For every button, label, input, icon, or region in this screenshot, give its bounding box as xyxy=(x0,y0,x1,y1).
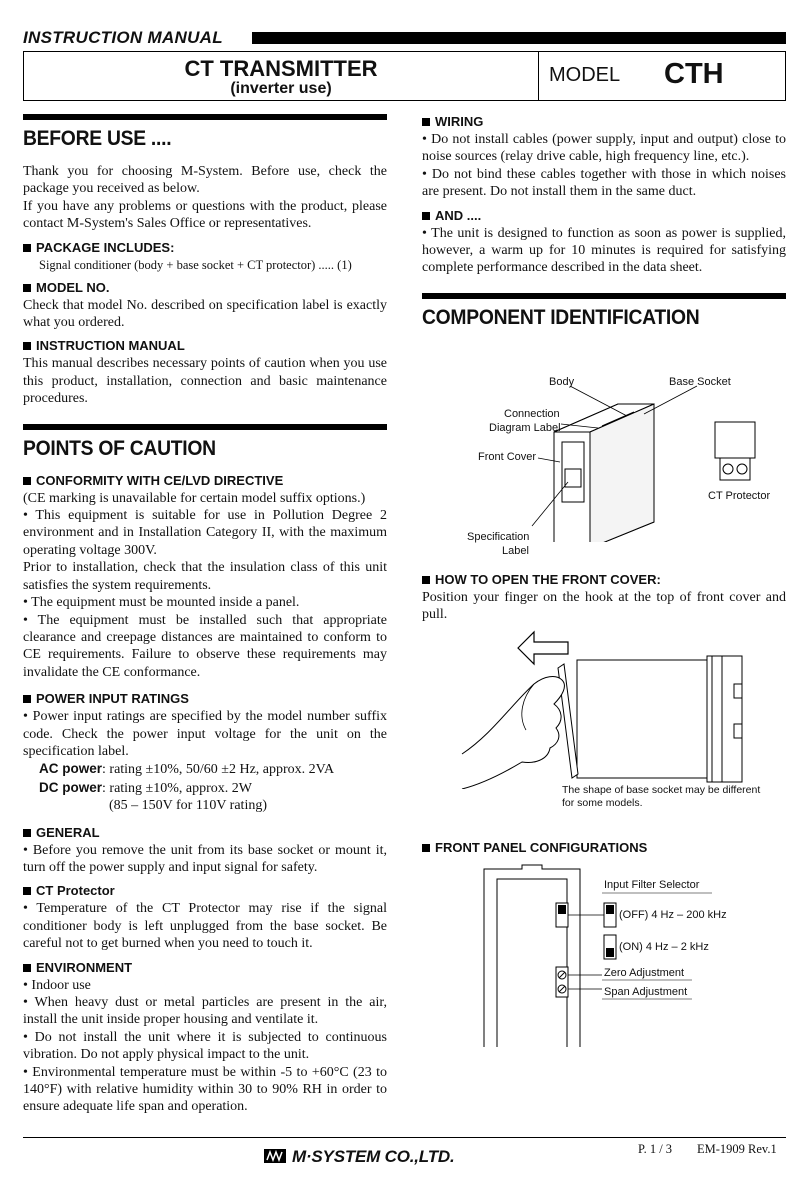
title-divider xyxy=(538,52,539,100)
model-code: CTH xyxy=(664,58,724,90)
label-filter-off: (OFF) 4 Hz – 200 kHz xyxy=(619,908,727,921)
label-zero: Zero Adjustment xyxy=(604,966,685,979)
document-number: EM-1909 Rev.1 xyxy=(697,1142,777,1156)
label-ct-protector: CT Protector xyxy=(708,489,771,502)
env-temperature: • Environmental temperature must be within -5 to +60°C (23 to 140°F) with relative humidity within 30 to 90% RH in order to ensure adequate life span and operation. xyxy=(23,1064,387,1115)
footer-rule xyxy=(23,1137,786,1138)
right-column xyxy=(422,114,786,1047)
label-spec-2: Label xyxy=(502,544,529,557)
company-name: M·SYSTEM CO.,LTD. xyxy=(292,1147,455,1166)
before-use-contact: If you have any problems or questions with the product, please contact M-System's Sales Office or representatives. xyxy=(23,198,387,232)
ce-panel: • The equipment must be mounted inside a panel. xyxy=(23,595,300,611)
ct-protector-text: • Temperature of the CT Protector may rise if the signal conditioner body is left unplugged from the base socket. Be careful not to get burned when you need to touch it. xyxy=(23,901,387,952)
company-logo-icon xyxy=(264,1148,288,1164)
product-subtitle: (inverter use) xyxy=(230,80,332,97)
label-connection-2: Diagram Label xyxy=(489,421,561,434)
open-cover-figure xyxy=(422,624,786,814)
label-span: Span Adjustment xyxy=(604,985,688,998)
caution-heading: POINTS OF CAUTION xyxy=(23,436,216,460)
label-body: Body xyxy=(549,375,575,388)
open-note-2: for some models. xyxy=(562,796,643,809)
wiring-heading: WIRING xyxy=(422,114,786,129)
env-indoor: • Indoor use xyxy=(23,977,91,993)
document-type: INSTRUCTION MANUAL xyxy=(23,28,223,47)
package-heading: PACKAGE INCLUDES: xyxy=(23,240,387,255)
wiring-noise: • Do not install cables (power supply, input and output) close to noise sources (relay drive cable, high frequency line, etc.). xyxy=(422,132,786,165)
open-cover-text: Position your finger on the hook at the top of front cover and pull. xyxy=(422,589,786,623)
model-label: MODEL xyxy=(549,64,621,86)
model-no-heading: MODEL NO. xyxy=(23,280,387,295)
product-title: CT TRANSMITTER xyxy=(184,56,378,81)
open-cover-heading: HOW TO OPEN THE FRONT COVER: xyxy=(422,572,786,587)
general-heading: GENERAL xyxy=(23,825,387,840)
open-cover-drawing xyxy=(422,624,786,789)
power-heading: POWER INPUT RATINGS xyxy=(23,691,387,706)
front-panel-figure xyxy=(422,857,786,1047)
label-filter-on: (ON) 4 Hz – 2 kHz xyxy=(619,940,709,953)
model-no-text: Check that model No. described on specification label is exactly what you ordered. xyxy=(23,297,387,331)
component-heading: COMPONENT IDENTIFICATION xyxy=(422,305,700,329)
before-use-intro: Thank you for choosing M-System. Before use, check the package you received as below. xyxy=(23,164,387,197)
before-use-heading: BEFORE USE .... xyxy=(23,127,172,150)
label-base-socket: Base Socket xyxy=(669,375,731,388)
ce-heading: CONFORMITY WITH CE/LVD DIRECTIVE xyxy=(23,473,387,488)
dc-power-row: DC power: rating ±10%, approx. 2W xyxy=(39,779,252,796)
section-bar xyxy=(23,424,387,430)
component-figure xyxy=(422,342,786,557)
manual-heading: INSTRUCTION MANUAL xyxy=(23,338,387,353)
manual-text: This manual describes necessary points of caution when you use this product, installation, connection and basic maintenance procedures. xyxy=(23,356,387,407)
env-dust: • When heavy dust or metal particles are present in the air, install the unit inside proper housing and ventilate it. xyxy=(23,995,387,1028)
package-text: Signal conditioner (body + base socket + CT protector) ..... (1) xyxy=(39,257,352,272)
left-column xyxy=(23,114,387,1116)
env-vibration: • Do not install the unit where it is subjected to continuous vibration. Do not apply physical impact to the unit. xyxy=(23,1029,387,1063)
wiring-bind: • Do not bind these cables together with those in which noises are present. Do not install them in the same duct. xyxy=(422,166,786,200)
ac-power-row: AC power: rating ±10%, 50/60 ±2 Hz, approx. 2VA xyxy=(39,761,335,778)
power-text: • Power input ratings are specified by the model number suffix code. Check the power input voltage for the unit on the specification label. xyxy=(23,709,387,759)
front-panel-heading: FRONT PANEL CONFIGURATIONS xyxy=(422,840,786,855)
page-number: P. 1 / 3 xyxy=(638,1142,673,1156)
section-bar xyxy=(23,114,387,120)
ce-pollution: • This equipment is suitable for use in Pollution Degree 2 environment and in Installation Category II, with the maximum operating voltage 300V. xyxy=(23,508,387,558)
title-box xyxy=(23,51,786,101)
label-input-filter: Input Filter Selector xyxy=(604,878,700,891)
header-bar xyxy=(252,32,786,44)
label-spec-1: Specification xyxy=(467,530,530,543)
dc-power-note: (85 – 150V for 110V rating) xyxy=(109,798,267,814)
ce-note: (CE marking is unavailable for certain model suffix options.) xyxy=(23,490,366,506)
ce-clearance: • The equipment must be installed such that appropriate clearance and creepage distances are maintained to conform to CE requirements. Failure to observe these requirements may invalidate the CE conformance. xyxy=(23,612,387,680)
component-drawing xyxy=(422,342,786,542)
section-bar xyxy=(422,293,786,299)
environment-heading: ENVIRONMENT xyxy=(23,960,387,975)
general-text: • Before you remove the unit from its base socket or mount it, turn off the power supply and input signal for safety. xyxy=(23,842,387,875)
label-connection-1: Connection xyxy=(504,407,560,420)
ct-protector-heading: CT Protector xyxy=(23,883,387,898)
and-text: • The unit is designed to function as soon as power is supplied, however, a warm up for 10 minutes is required for satisfying complete performance described in the data sheet. xyxy=(422,225,786,276)
label-front-cover: Front Cover xyxy=(478,450,537,463)
ce-insulation: Prior to installation, check that the insulation class of this unit satisfies the system requirements. xyxy=(23,560,387,593)
and-heading: AND .... xyxy=(422,208,786,223)
open-note-1: The shape of base socket may be different xyxy=(562,783,761,796)
